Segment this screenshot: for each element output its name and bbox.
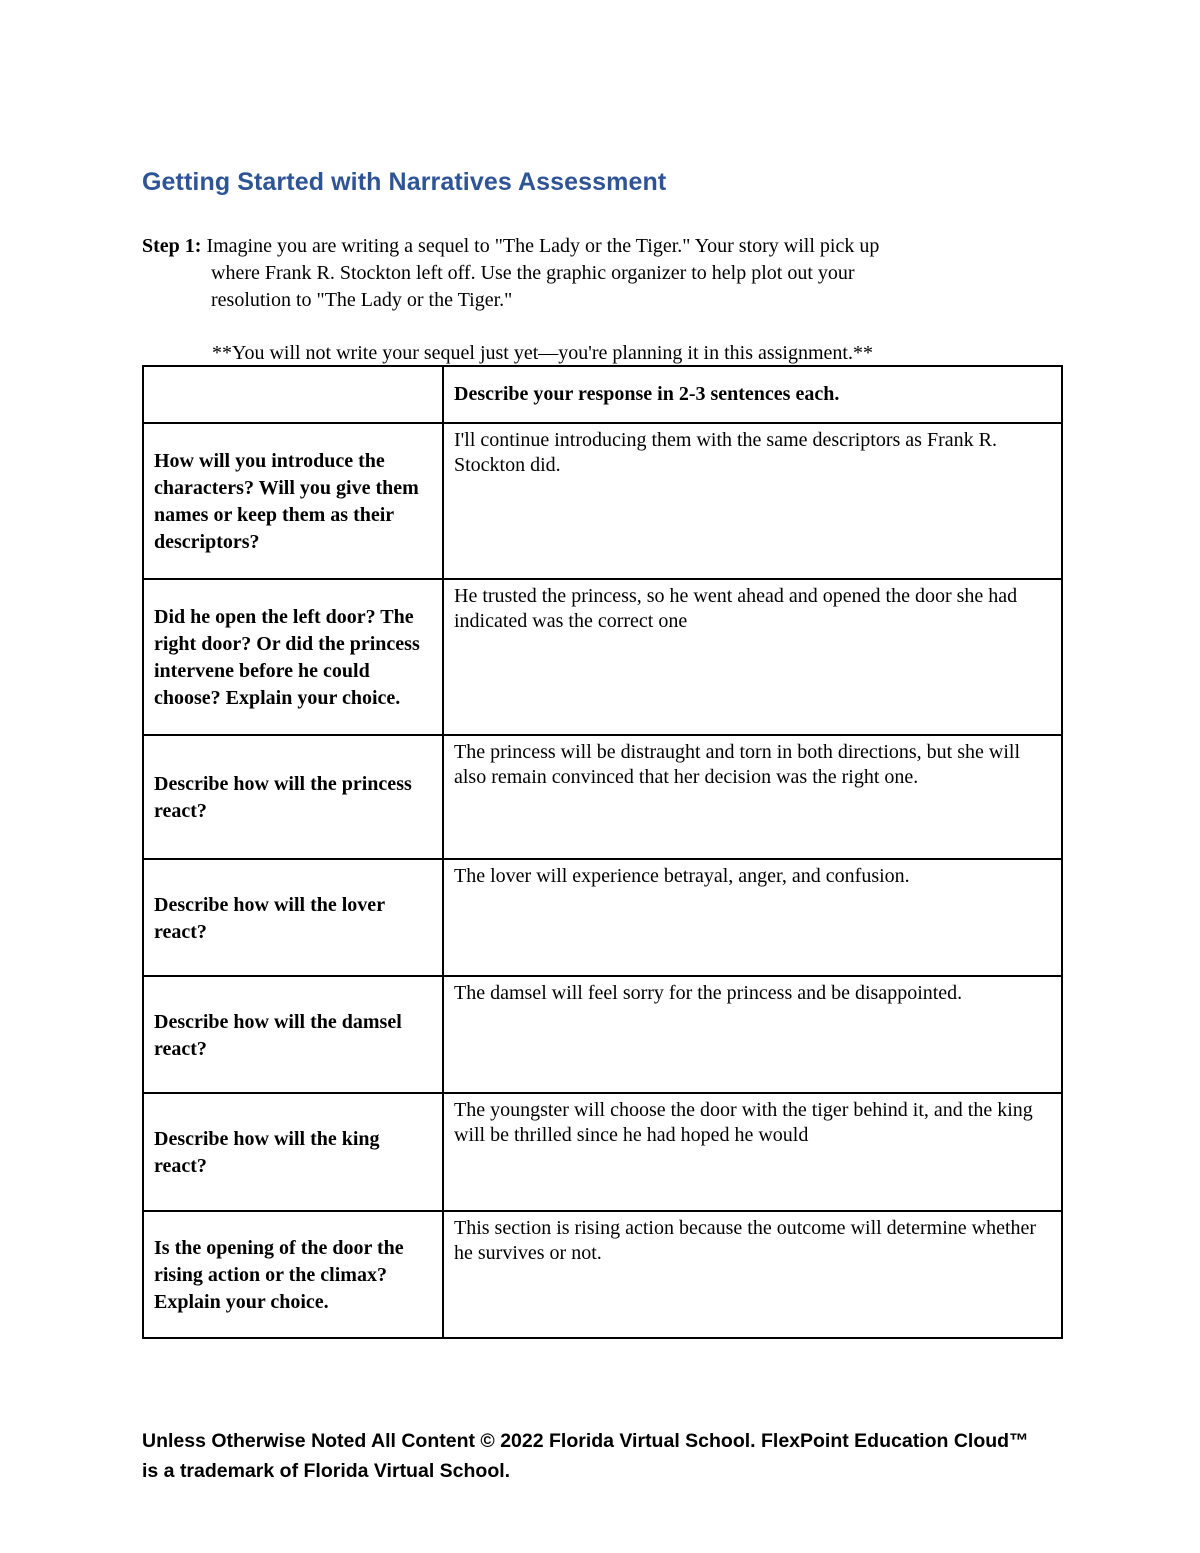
step-line-1 — [142, 233, 1042, 260]
table-row — [143, 859, 1062, 976]
graphic-organizer-table — [142, 365, 1063, 1339]
table-row — [143, 579, 1062, 735]
step-instructions — [142, 233, 1042, 314]
copyright-footer — [142, 1426, 1072, 1486]
answer-cell[interactable]: He trusted the princess, so he went ahead and opened the door she had indicated was the correct one — [443, 579, 1062, 735]
question-cell: Describe how will the damsel react? — [143, 976, 443, 1093]
table-header-row — [143, 366, 1062, 423]
answer-cell[interactable]: The damsel will feel sorry for the princess and be disappointed. — [443, 976, 1062, 1093]
table-row — [143, 976, 1062, 1093]
question-cell: Describe how will the king react? — [143, 1093, 443, 1211]
answer-cell[interactable]: The princess will be distraught and torn in both directions, but she will also remain convinced that her decision was the right one. — [443, 735, 1062, 859]
header-response-cell: Describe your response in 2-3 sentences each. — [443, 366, 1062, 423]
table-row — [143, 1093, 1062, 1211]
answer-cell[interactable]: This section is rising action because the outcome will determine whether he survives or not. — [443, 1211, 1062, 1338]
step-text-1: Imagine you are writing a sequel to "The Lady or the Tiger." Your story will pick up — [201, 235, 880, 257]
page-title: Getting Started with Narratives Assessment — [142, 168, 667, 196]
table-row — [143, 735, 1062, 859]
question-cell: Describe how will the lover react? — [143, 859, 443, 976]
step-label: Step 1: — [142, 235, 202, 257]
answer-cell[interactable]: The lover will experience betrayal, anger, and confusion. — [443, 859, 1062, 976]
table-row — [143, 423, 1062, 579]
answer-cell[interactable]: I'll continue introducing them with the same descriptors as Frank R. Stockton did. — [443, 423, 1062, 579]
footer-line-2: is a trademark of Florida Virtual School. — [142, 1460, 511, 1482]
answer-cell[interactable]: The youngster will choose the door with the tiger behind it, and the king will be thrilled since he had hoped he would — [443, 1093, 1062, 1211]
question-cell: Is the opening of the door the rising action or the climax? Explain your choice. — [143, 1211, 443, 1338]
step-text-3: resolution to "The Lady or the Tiger." — [211, 289, 513, 311]
question-cell: How will you introduce the characters? Will you give them names or keep them as their descriptors? — [143, 423, 443, 579]
planning-note: **You will not write your sequel just yet—you're planning it in this assignment.** — [212, 342, 873, 364]
step-text-2: where Frank R. Stockton left off. Use the graphic organizer to help plot out your — [211, 262, 855, 284]
table-row — [143, 1211, 1062, 1338]
header-blank-cell — [143, 366, 443, 423]
question-cell: Describe how will the princess react? — [143, 735, 443, 859]
footer-line-1: Unless Otherwise Noted All Content © 2022 Florida Virtual School. FlexPoint Education Cloud™ — [142, 1430, 1029, 1452]
question-cell: Did he open the left door? The right door? Or did the princess intervene before he could choose? Explain your choice. — [143, 579, 443, 735]
